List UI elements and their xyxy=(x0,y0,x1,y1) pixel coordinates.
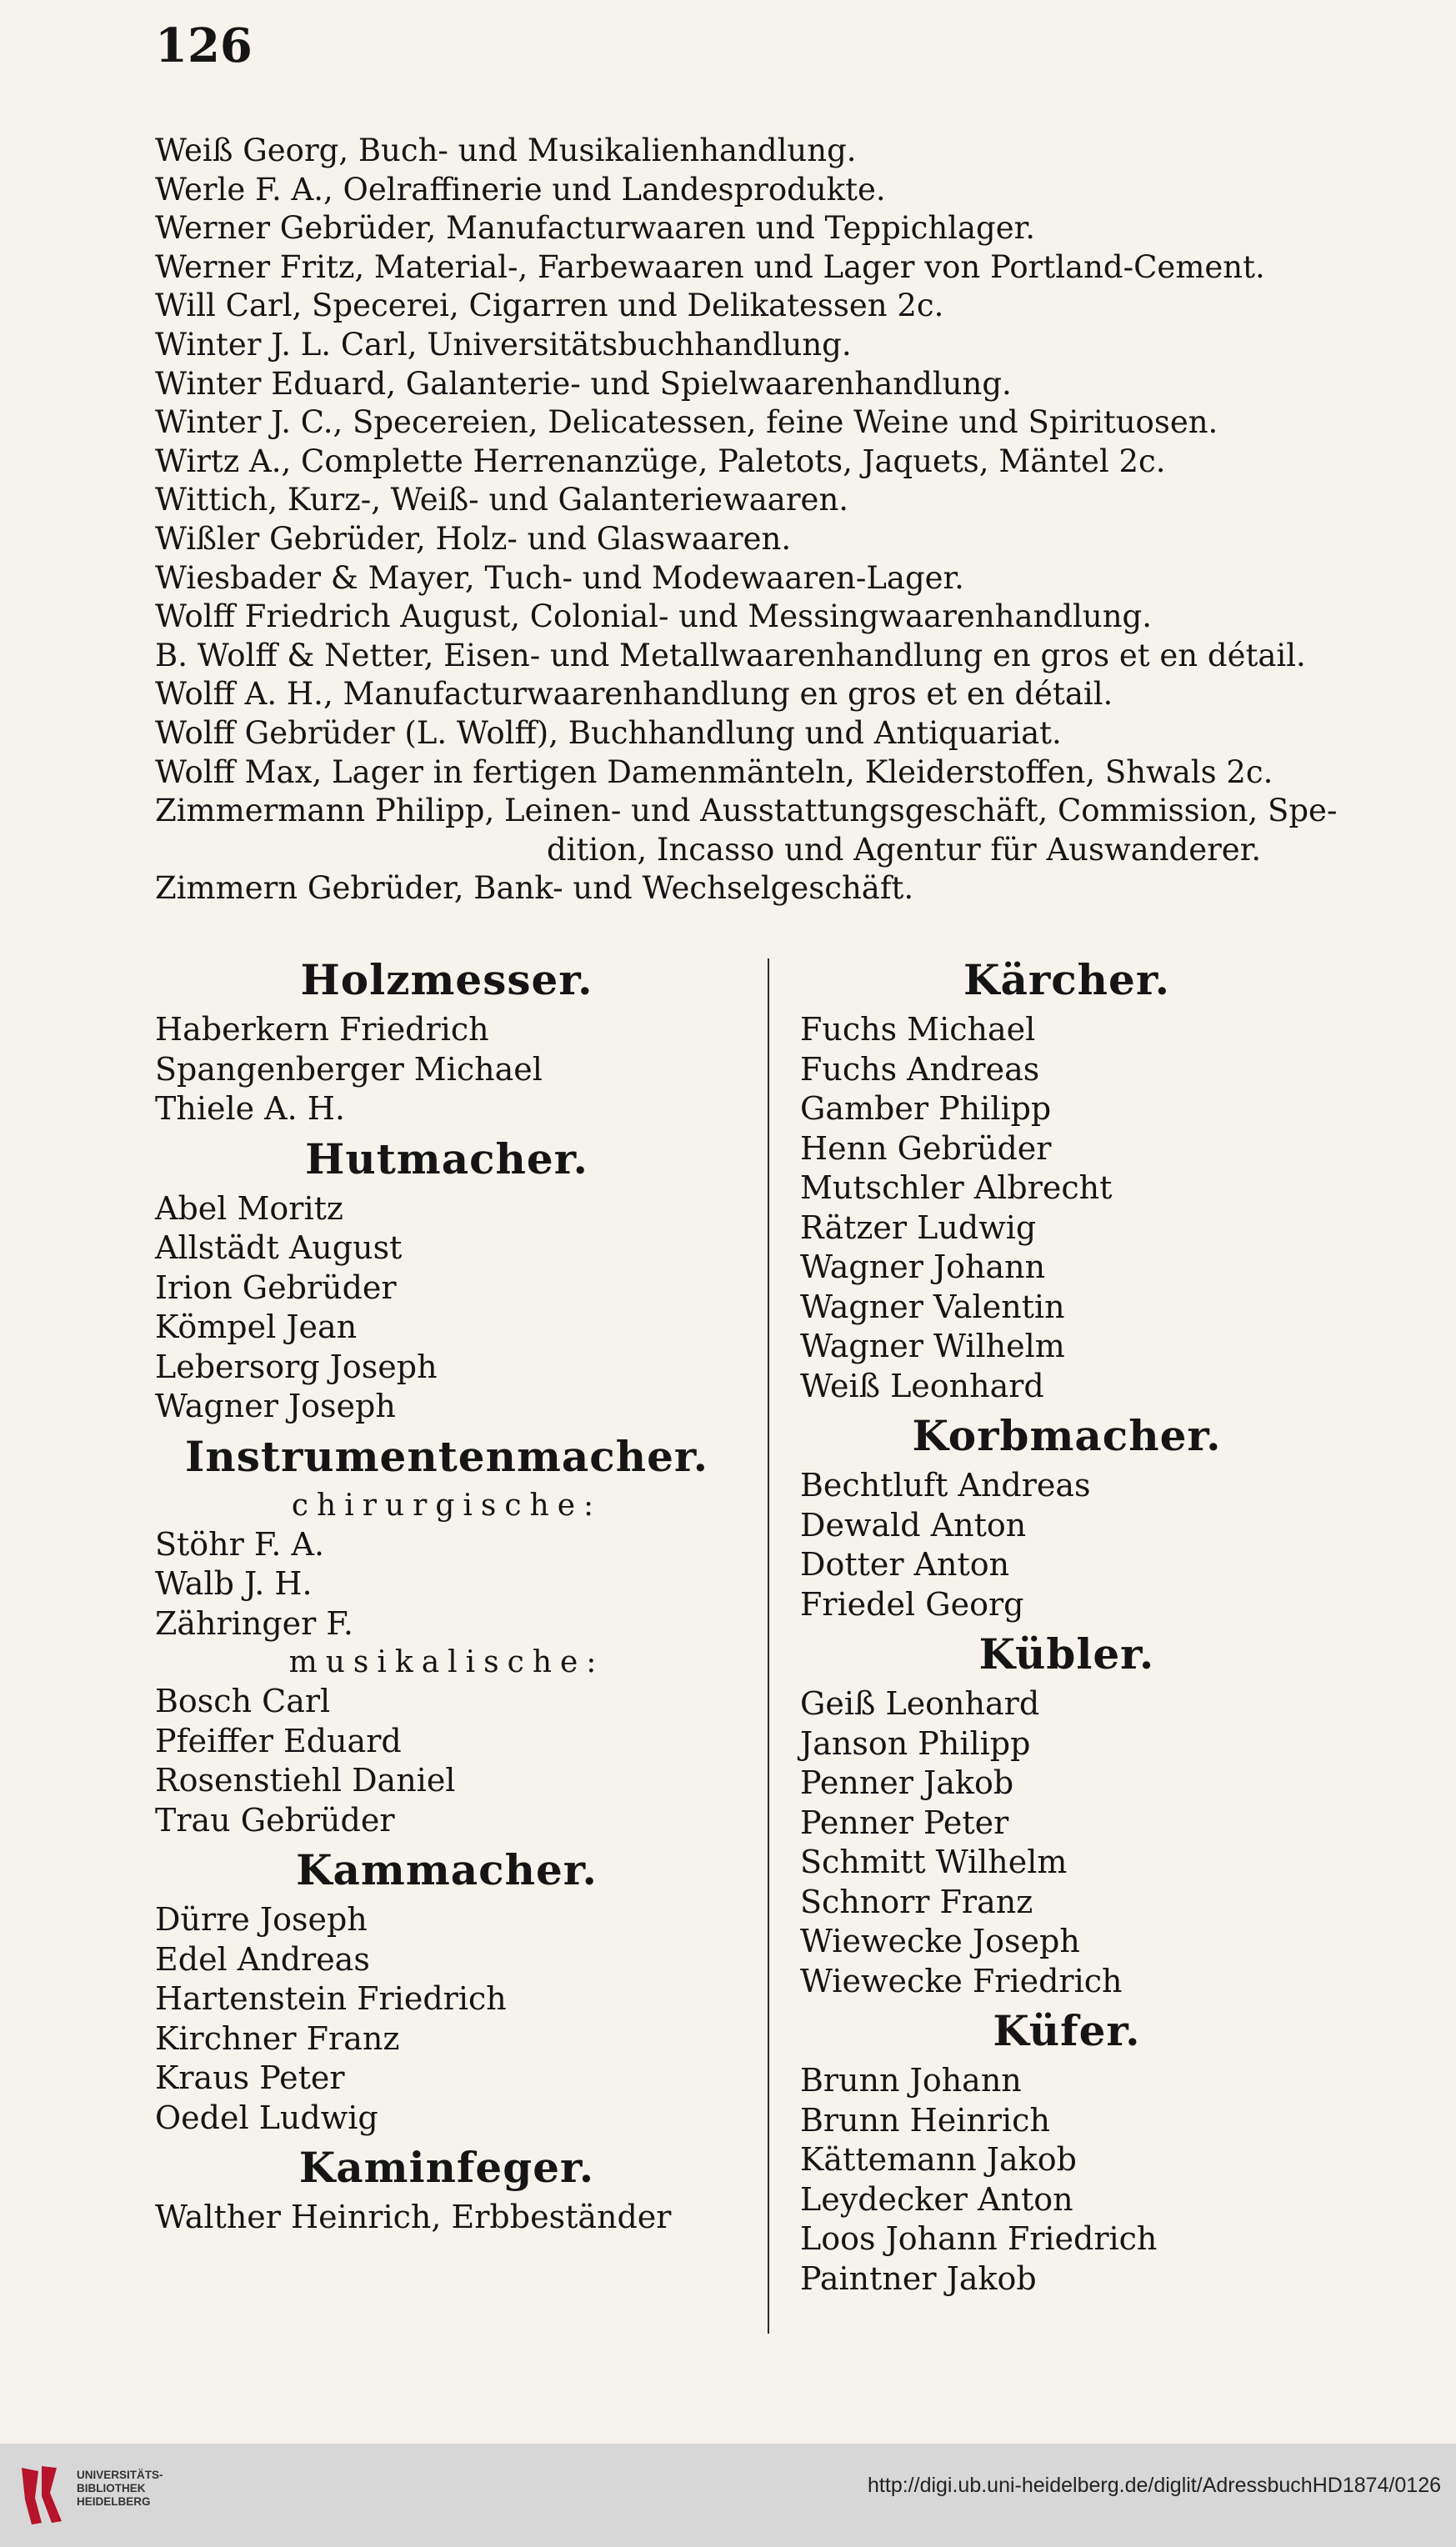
list-item: Janson Philipp xyxy=(800,1724,1031,1762)
list-item: Thiele A. H. xyxy=(155,1090,345,1127)
list-item: Hartenstein Friedrich xyxy=(155,1980,507,2017)
section-heading-kuebler: Kübler. xyxy=(978,1629,1155,1679)
section-heading-holzmesser: Holzmesser. xyxy=(300,955,593,1004)
university-library-logo-icon xyxy=(17,2463,67,2528)
list-item: Werner Gebrüder, Manufacturwaaren und Teppichlager. xyxy=(155,210,1035,247)
list-item: Wirtz A., Complette Herrenanzüge, Paletots, Jaquets, Mäntel 2c. xyxy=(155,443,1166,479)
column-divider xyxy=(768,958,769,2334)
list-item: B. Wolff & Netter, Eisen- und Metallwaarenhandlung en gros et en détail. xyxy=(155,637,1306,673)
list-item: Penner Peter xyxy=(800,1804,1009,1841)
logo-line: BIBLIOTHEK xyxy=(77,2482,146,2494)
list-item: Irion Gebrüder xyxy=(155,1268,397,1306)
page-number: 126 xyxy=(155,18,253,73)
list-item: Allstädt August xyxy=(155,1229,403,1266)
list-item: Zimmern Gebrüder, Bank- und Wechselgeschäft. xyxy=(155,870,914,907)
right-column xyxy=(800,950,1333,2299)
list-item: Weiß Leonhard xyxy=(800,1367,1044,1404)
list-item: Geiß Leonhard xyxy=(800,1685,1040,1722)
list-item: Wagner Johann xyxy=(800,1248,1046,1285)
section-heading-hutmacher: Hutmacher. xyxy=(305,1133,588,1183)
list-item: Wolff A. H., Manufacturwaarenhandlung en gros et en détail. xyxy=(155,676,1113,713)
list-item: Penner Jakob xyxy=(800,1764,1014,1801)
list-item: Wolff Gebrüder (L. Wolff), Buchhandlung und Antiquariat. xyxy=(155,714,1062,751)
list-item: Zimmermann Philipp, Leinen- und Ausstattungsgeschäft, Commission, Spe- xyxy=(155,793,1338,829)
list-item-continuation: dition, Incasso und Agentur für Auswanderer. xyxy=(547,831,1262,868)
list-item: Wagner Valentin xyxy=(800,1288,1065,1325)
list-item: Brunn Johann xyxy=(800,2062,1022,2099)
list-item: Winter Eduard, Galanterie- und Spielwaarenhandlung. xyxy=(155,365,1012,402)
list-item: Paintner Jakob xyxy=(800,2259,1037,2297)
list-item: Rosenstiehl Daniel xyxy=(155,1762,456,1799)
list-item: Friedel Georg xyxy=(800,1585,1024,1623)
list-item: Schmitt Wilhelm xyxy=(800,1844,1068,1880)
list-item: Gamber Philipp xyxy=(800,1090,1052,1127)
list-item: Fuchs Andreas xyxy=(800,1050,1040,1088)
list-item: Weiß Georg, Buch- und Musikalienhandlung. xyxy=(155,133,857,168)
list-item: Zähringer F. xyxy=(155,1604,353,1642)
list-item: Wittich, Kurz-, Weiß- und Galanteriewaaren. xyxy=(155,482,849,518)
list-item: Kirchner Franz xyxy=(155,2019,400,2057)
logo-line: UNIVERSITÄTS- xyxy=(77,2469,163,2481)
list-item: Mutschler Albrecht xyxy=(800,1169,1113,1206)
list-item: Haberkern Friedrich xyxy=(155,1011,489,1048)
source-url[interactable]: http://digi.ub.uni-heidelberg.de/diglit/AdressbuchHD1874/0126 xyxy=(868,2474,1441,2497)
list-item: Wiewecke Joseph xyxy=(800,1923,1080,1959)
library-logo-text xyxy=(77,2469,163,2509)
list-item: Edel Andreas xyxy=(155,1940,370,1978)
list-item: Dürre Joseph xyxy=(155,1901,368,1938)
list-item: Spangenberger Michael xyxy=(155,1050,543,1088)
section-heading-korbmacher: Korbmacher. xyxy=(912,1411,1222,1460)
alphabetical-entries xyxy=(155,132,1405,908)
list-item: Leydecker Anton xyxy=(800,2180,1073,2218)
list-item: Winter J. C., Specereien, Delicatessen, feine Weine und Spirituosen. xyxy=(155,404,1218,441)
list-item: Walb J. H. xyxy=(155,1565,313,1602)
list-item: Werner Fritz, Material-, Farbewaaren und Lager von Portland-Cement. xyxy=(155,248,1265,285)
list-item: Rätzer Ludwig xyxy=(800,1208,1037,1246)
list-item: Fuchs Michael xyxy=(800,1011,1036,1048)
section-heading-kaercher: Kärcher. xyxy=(963,955,1170,1004)
list-item: Trau Gebrüder xyxy=(155,1801,395,1839)
list-item: Wagner Wilhelm xyxy=(800,1328,1065,1364)
list-item: Wiesbader & Mayer, Tuch- und Modewaaren-Lager. xyxy=(155,559,964,596)
list-item: Wolff Friedrich August, Colonial- und Messingwaarenhandlung. xyxy=(155,598,1152,635)
list-item: Dotter Anton xyxy=(800,1546,1010,1583)
subheading-musikalische: musikalische: xyxy=(288,1645,605,1679)
list-item: Bechtluft Andreas xyxy=(800,1467,1091,1504)
left-column xyxy=(155,950,738,2238)
list-item: Wiewecke Friedrich xyxy=(800,1962,1123,1999)
list-item: Stöhr F. A. xyxy=(155,1525,325,1563)
list-item: Schnorr Franz xyxy=(800,1883,1033,1920)
list-item: Will Carl, Specerei, Cigarren und Delikatessen 2c. xyxy=(155,288,944,324)
list-item: Abel Moritz xyxy=(155,1189,343,1227)
list-item: Werle F. A., Oelraffinerie und Landesprodukte. xyxy=(155,171,886,208)
list-item: Bosch Carl xyxy=(155,1683,331,1719)
section-heading-kammacher: Kammacher. xyxy=(296,1845,598,1894)
list-item: Walther Heinrich, Erbbeständer xyxy=(155,2199,672,2235)
list-item: Loos Johann Friedrich xyxy=(800,2220,1158,2257)
list-item: Kömpel Jean xyxy=(155,1309,358,1345)
list-item: Kraus Peter xyxy=(155,2059,345,2096)
logo-line: HEIDELBERG xyxy=(77,2495,151,2508)
list-item: Pfeiffer Eduard xyxy=(155,1722,402,1759)
list-item: Brunn Heinrich xyxy=(800,2101,1050,2139)
list-item: Wagner Joseph xyxy=(155,1388,396,1424)
list-item: Lebersorg Joseph xyxy=(155,1348,438,1385)
list-item: Winter J. L. Carl, Universitätsbuchhandlung. xyxy=(155,326,852,363)
section-heading-kuefer: Küfer. xyxy=(993,2006,1141,2055)
list-item: Wolff Max, Lager in fertigen Damenmänteln, Kleiderstoffen, Shwals 2c. xyxy=(155,753,1273,790)
list-item: Kättemann Jakob xyxy=(800,2141,1077,2178)
subheading-chirurgische: chirurgische: xyxy=(291,1488,603,1523)
list-item: Dewald Anton xyxy=(800,1506,1027,1544)
list-item: Wißler Gebrüder, Holz- und Glaswaaren. xyxy=(155,520,792,557)
list-item: Henn Gebrüder xyxy=(800,1129,1052,1167)
list-item: Oedel Ludwig xyxy=(155,2099,378,2136)
section-heading-kaminfeger: Kaminfeger. xyxy=(298,2143,595,2192)
section-heading-instrumentenmacher: Instrumentenmacher. xyxy=(184,1431,709,1481)
